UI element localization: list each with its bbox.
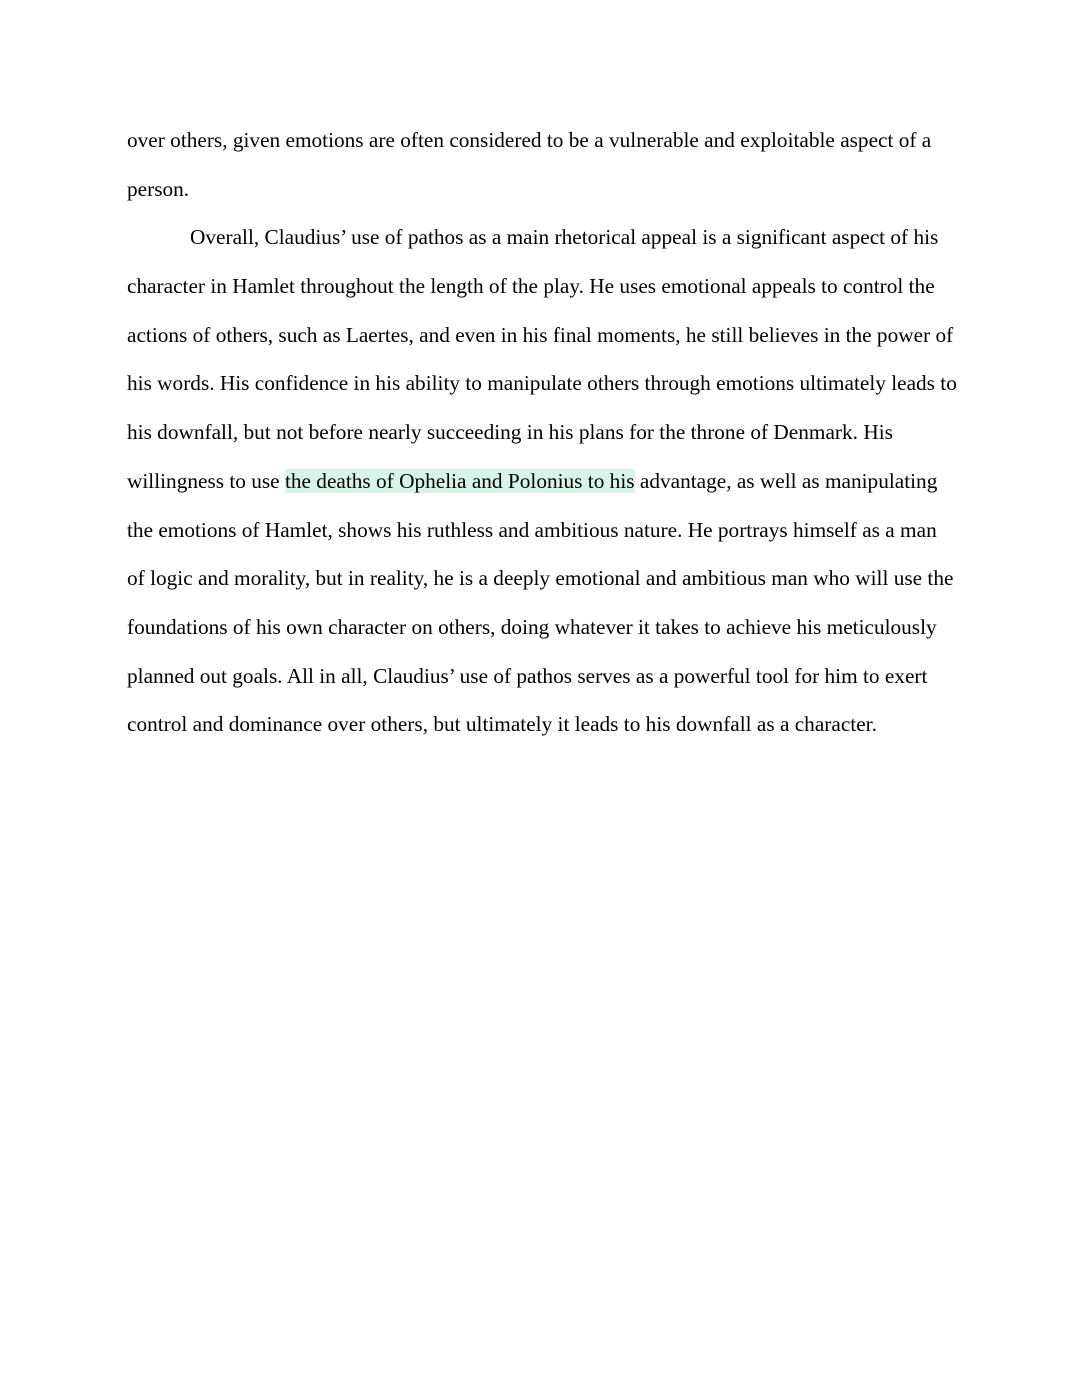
text-line: planned out goals. All in all, Claudius’ use of pathos serves as a powerful tool for him to exert xyxy=(127,663,928,688)
paragraph-first-line: Overall, Claudius’ use of pathos as a main rhetorical appeal is a significant aspect of his xyxy=(190,225,939,250)
text-segment: willingness to use xyxy=(127,468,285,493)
text-line: control and dominance over others, but ultimately it leads to his downfall as a character. xyxy=(127,712,877,737)
text-line: foundations of his own character on others, doing whatever it takes to achieve his meticulously xyxy=(127,614,937,639)
document-body xyxy=(127,116,957,749)
text-segment: advantage, as well as manipulating xyxy=(634,468,938,493)
text-line-with-highlight xyxy=(127,457,957,506)
text-line: person. xyxy=(127,176,190,201)
text-line: of logic and morality, but in reality, he is a deeply emotional and ambitious man who will use the xyxy=(127,566,954,591)
highlighted-text[interactable]: the deaths of Ophelia and Polonius to his xyxy=(284,468,635,493)
text-line: actions of others, such as Laertes, and even in his final moments, he still believes in the power of xyxy=(127,322,954,347)
text-line: character in Hamlet throughout the length of the play. He uses emotional appeals to control the xyxy=(127,274,935,299)
text-line: the emotions of Hamlet, shows his ruthless and ambitious nature. He portrays himself as a man xyxy=(127,517,937,542)
text-line: his downfall, but not before nearly succeeding in his plans for the throne of Denmark. His xyxy=(127,420,893,445)
text-line: his words. His confidence in his ability to manipulate others through emotions ultimately leads to xyxy=(127,371,957,396)
text-line: over others, given emotions are often considered to be a vulnerable and exploitable aspect of a xyxy=(127,128,932,152)
